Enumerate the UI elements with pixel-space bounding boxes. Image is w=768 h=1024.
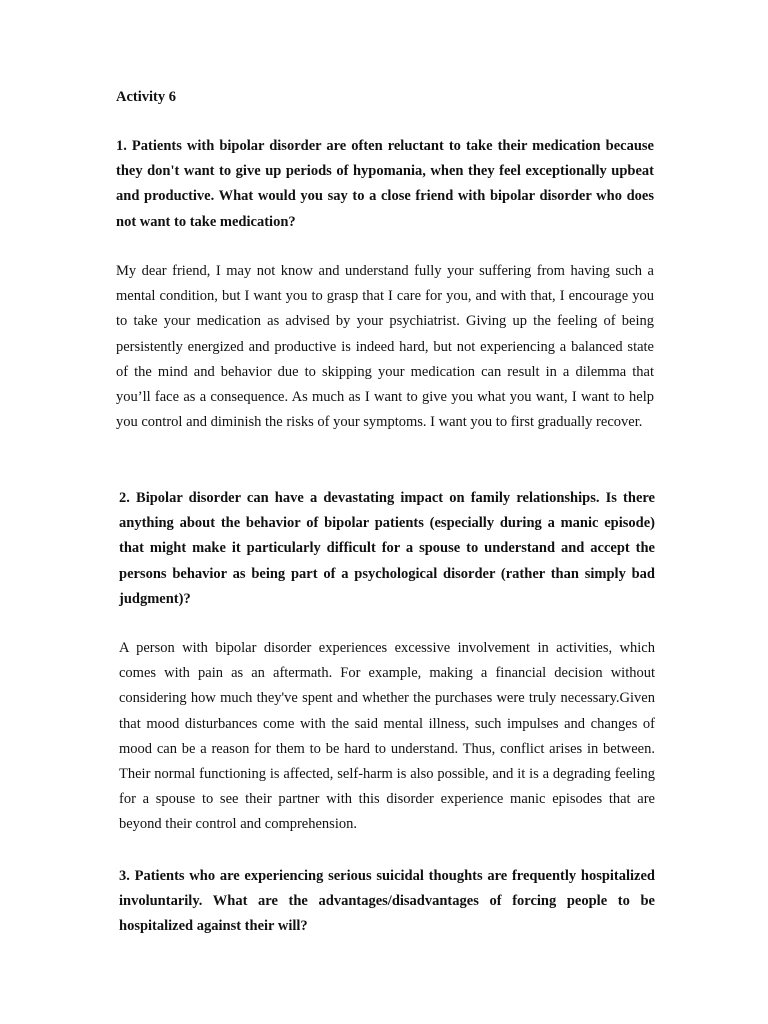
answer-1: My dear friend, I may not know and understand fully your suffering from having such a mental condition, but I want you to grasp that I care for you, and with that, I encourage you to take your medication as advised by your psychiatrist. Giving up the feeling of being persistently energized and productive is indeed hard, but not experiencing a balanced state of the mind and behavior due to skipping your medication can result in a dilemma that you’ll face as a consequence. As much as I want to give you what you want, I want to help you control and diminish the risks of your symptoms. I want you to first gradually recover. (116, 263, 654, 431)
document-title: Activity 6 (116, 89, 176, 105)
answer-2: A person with bipolar disorder experiences excessive involvement in activities, which comes with pain as an aftermath. For example, making a financial decision without considering how much they've spent and whether the purchases were truly necessary.Given that mood disturbances come with the said mental illness, such impulses and changes of mood can be a reason for them to be hard to understand. Thus, conflict arises in between. Their normal functioning is affected, self-harm is also possible, and it is a degrading feeling for a spouse to see their partner with this disorder experience manic episodes that are beyond their control and comprehension. (119, 640, 655, 833)
question-2: 2. Bipolar disorder can have a devastating impact on family relationships. Is there anything about the behavior of bipolar patients (especially during a manic episode) that might make it particularly difficult for a spouse to understand and accept the persons behavior as being part of a psychological disorder (rather than simply bad judgment)? (119, 490, 655, 607)
question-1: 1. Patients with bipolar disorder are often reluctant to take their medication because they don't want to give up periods of hypomania, when they feel exceptionally upbeat and productive. What would you say to a close friend with bipolar disorder who does not want to take medication? (116, 138, 654, 230)
question-3: 3. Patients who are experiencing serious suicidal thoughts are frequently hospitalized involuntarily. What are the advantages/disadvantages of forcing people to be hospitalized against their will? (119, 868, 655, 935)
